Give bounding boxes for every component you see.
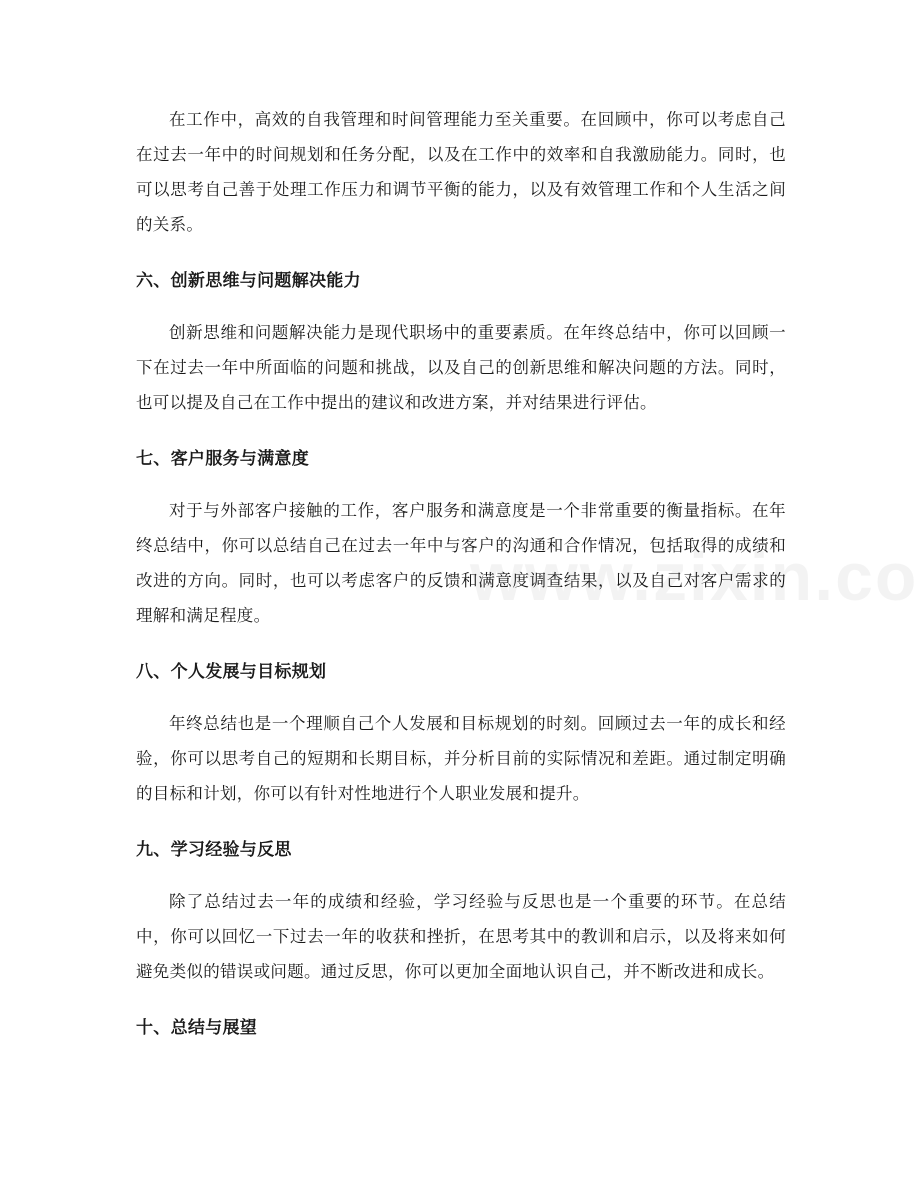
heading-summary-outlook: 十、总结与展望 [136,1018,258,1038]
heading-learning-reflection: 九、学习经验与反思 [136,840,292,860]
heading-innovation: 六、创新思维与问题解决能力 [136,271,361,291]
paragraph-learning-reflection: 除了总结过去一年的成绩和经验，学习经验与反思也是一个重要的环节。在总结中，你可以回忆一下过去一年的收获和挫折，在思考其中的教训和启示，以及将来如何避免类似的错误或问题。通过反思，你可以更加全面地认识自己，并不断改进和成长。 [136,892,786,981]
paragraph-customer-service: 对于与外部客户接触的工作，客户服务和满意度是一个非常重要的衡量指标。在年终总结中，你可以总结自己在过去一年中与客户的沟通和合作情况，包括取得的成绩和改进的方向。同时，也可以考虑客户的反馈和满意度调查结果，以及自己对客户需求的理解和满足程度。 [136,501,786,625]
heading-customer-service: 七、客户服务与满意度 [136,449,309,469]
paragraph-self-management: 在工作中，高效的自我管理和时间管理能力至关重要。在回顾中，你可以考虑自己在过去一年中的时间规划和任务分配，以及在工作中的效率和自我激励能力。同时，也可以思考自己善于处理工作压力和调节平衡的能力，以及有效管理工作和个人生活之间的关系。 [136,110,786,234]
paragraph-personal-development: 年终总结也是一个理顺自己个人发展和目标规划的时刻。回顾过去一年的成长和经验，你可以思考自己的短期和长期目标，并分析目前的实际情况和差距。通过制定明确的目标和计划，你可以有针对性地进行个人职业发展和提升。 [136,714,786,803]
paragraph-innovation: 创新思维和问题解决能力是现代职场中的重要素质。在年终总结中，你可以回顾一下在过去一年中所面临的问题和挑战，以及自己的创新思维和解决问题的方法。同时，也可以提及自己在工作中提出的建议和改进方案，并对结果进行评估。 [136,323,786,412]
document-body [136,102,786,1046]
heading-personal-development: 八、个人发展与目标规划 [136,662,327,682]
